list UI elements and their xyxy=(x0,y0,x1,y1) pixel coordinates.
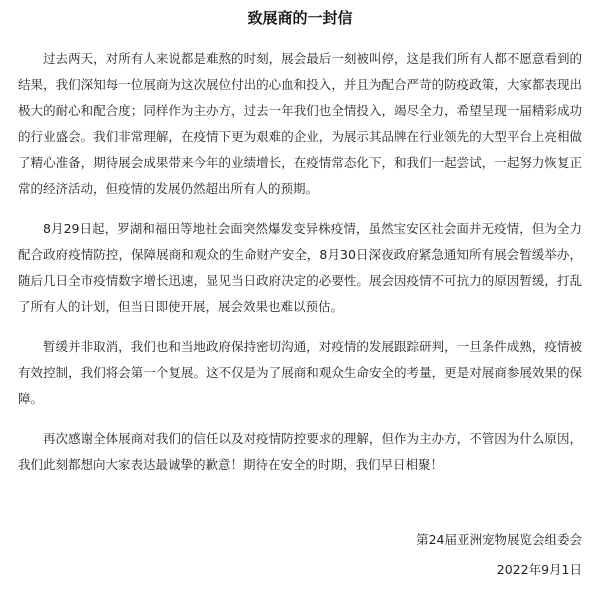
signature-date: 2022年9月1日 xyxy=(496,562,582,577)
letter-paragraph-1: 过去两天，对所有人来说都是难熬的时刻，展会最后一刻被叫停，这是我们所有人都不愿意看到的结果，我们深知每一位展商为这次展位付出的心血和投入，并且为配合严苛的防疫政策，大家都表现出极大的耐心和配合度；同样作为主办方，过去一年我们也全情投入，竭尽全力，希望呈现一届精彩成功的行业盛会。我们非常理解，在疫情下更为艰难的企业，为展示其品牌在行业领先的大型平台上亮相做了精心准备，期待展会成果带来今年的业绩增长，在疫情常态化下，和我们一起尝试，一起努力恢复正常的经济活动，但疫情的发展仍然超出所有人的预期。 xyxy=(18,51,582,196)
letter-title: 致展商的一封信 xyxy=(247,9,353,27)
signature-organization: 第24届亚洲宠物展览会组委会 xyxy=(416,532,582,547)
letter-paragraph-2: 8月29日起，罗湖和福田等地社会面突然爆发变异株疫情，虽然宝安区社会面并无疫情，但为全力配合政府疫情防控，保障展商和观众的生命财产安全，8月30日深夜政府紧急通知所有展会暂缓举办，随后几日全市疫情数字增长迅速，显见当日政府决定的必要性。展会因疫情不可抗力的原因暂缓，打乱了所有人的计划，但当日即使开展，展会效果也难以预估。 xyxy=(18,221,582,314)
letter-paragraph-3: 暂缓并非取消，我们也和当地政府保持密切沟通，对疫情的发展跟踪研判，一旦条件成熟，疫情被有效控制，我们将会第一个复展。这不仅是为了展商和观众生命安全的考量，更是对展商参展效果的保障。 xyxy=(18,339,582,406)
letter-paragraph-4: 再次感谢全体展商对我们的信任以及对疫情防控要求的理解，但作为主办方，不管因为什么原因，我们此刻都想向大家表达最诚挚的歉意！期待在安全的时期，我们早日相聚！ xyxy=(18,431,582,472)
